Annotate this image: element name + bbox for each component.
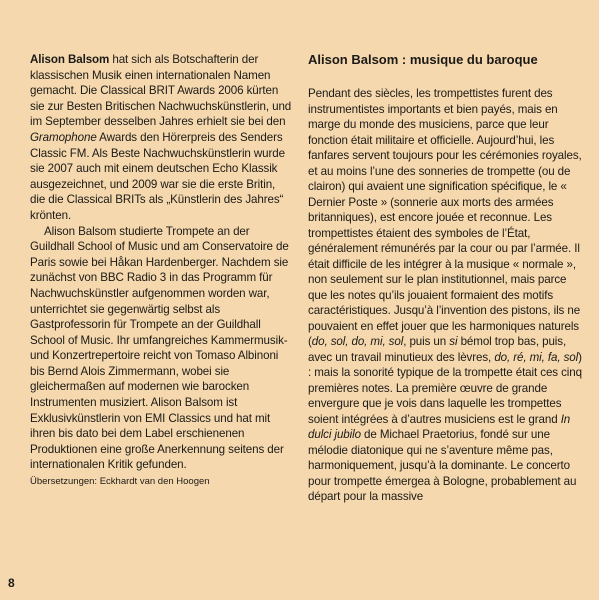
essay-paragraph (308, 86, 586, 505)
note-names: do, sol, do, mi, sol (311, 335, 404, 348)
note-names: do, ré, mi, fa, sol (494, 350, 579, 364)
essay-text: de Michael Praetorius, fondé sur une mélodie diatonique qui ne s’aventure même pas, harmoniquement, jusqu’à la dominante. Le concerto pour trompette émergea à Bologne, probablement au départ pour la massive (308, 428, 577, 503)
essay-text: ) : mais la sonorité typique de la trompette était ces cinq premières notes. La première œuvre de grande envergure que je vois dans laquelle les trompettes soient intégrées à d’autres musiciens est le grand (308, 350, 582, 426)
essay-text: , puis un (403, 335, 450, 348)
biography-paragraph-2: Alison Balsom studierte Trompete an der Guildhall School of Music und am Conservatoire de Paris sowie bei Håkan Hardenberger. Nachdem sie zunächst von BBC Radio 3 in das Programm für Nachwuchskünstler aufgenommen worden war, unterrichtet sie gegenwärtig selbst als Gastprofessorin für Trompete an der Guildhall School of Music. Ihr umfangreiches Kammermusik- und Konzertrepertoire reicht von Tomaso Albinoni bis Bernd Alois Zimmermann, wobei sie gleichermaßen auf modernen wie barocken Instrumenten musiziert. Alison Balsom ist Exklusivkünstlerin von EMI Classics und hat mit ihren bis dato bei dem Label erschienenen Produktionen eine große Anerkennung seitens der internationalen Kritik gefunden. (30, 224, 289, 472)
work-title: In dulci jubilo (308, 412, 571, 441)
biography-text: Awards den Hörerpreis des Senders Classic FM. Als Beste Nachwuchskünstlerin wurde sie 2007 auch mit einem deutschen Echo Klassik ausgezeichnet, und 2009 war sie die erste Britin, die die Classical BRITs als „Künstlerin des Jahres“ krönten. (30, 130, 285, 222)
left-column (30, 52, 292, 489)
biography-paragraph-1 (30, 52, 292, 224)
translation-credit: Übersetzungen: Eckhardt van den Hoogen (30, 476, 210, 488)
magazine-name: Gramophone (30, 130, 97, 144)
essay-text: bémol trop bas, puis, avec un travail minutieux des lèvres, (308, 335, 567, 364)
biography-text: hat sich als Botschafterin der klassischen Musik einen internationalen Namen gemacht. Die Classical BRIT Awards 2006 kürten sie zur Besten Britischen Nachwuchskünstlerin, und im September desselben Jahres erhielt sie bei den (30, 53, 292, 129)
artist-name: Alison Balsom (30, 53, 110, 66)
page-number: 8 (8, 576, 15, 590)
essay-text: Pendant des siècles, les trompettistes furent des instrumentistes importants et bien payés, mais en marge du monde des musiciens, parce que leur fonction était militaire et officielle. Aujourd’hui, les fanfares servent toujours pour les cérémonies royales, et au moins l’une des sonneries de trompette (ou de clairon) qui avaient une signification spécifique, le « Dernier Poste » (sonnerie aux morts des armées britanniques), est encore jouée et reconnue. Les trompettistes étaient des symboles de l’État, généralement rémunérés par la cour ou par l’armée. Il était difficile de les intégrer à la musique « normale », non seulement sur le plan institutionnel, mais parce que les notes qu’ils jouaient formaient des motifs caractéristiques. Jusqu’à l’invention des pistons, ils ne pouvaient en effet jouer que les harmoniques naturels ( (308, 87, 582, 348)
section-heading: Alison Balsom : musique du baroque (308, 52, 538, 67)
right-column (308, 52, 586, 505)
note-names: si (449, 335, 458, 348)
